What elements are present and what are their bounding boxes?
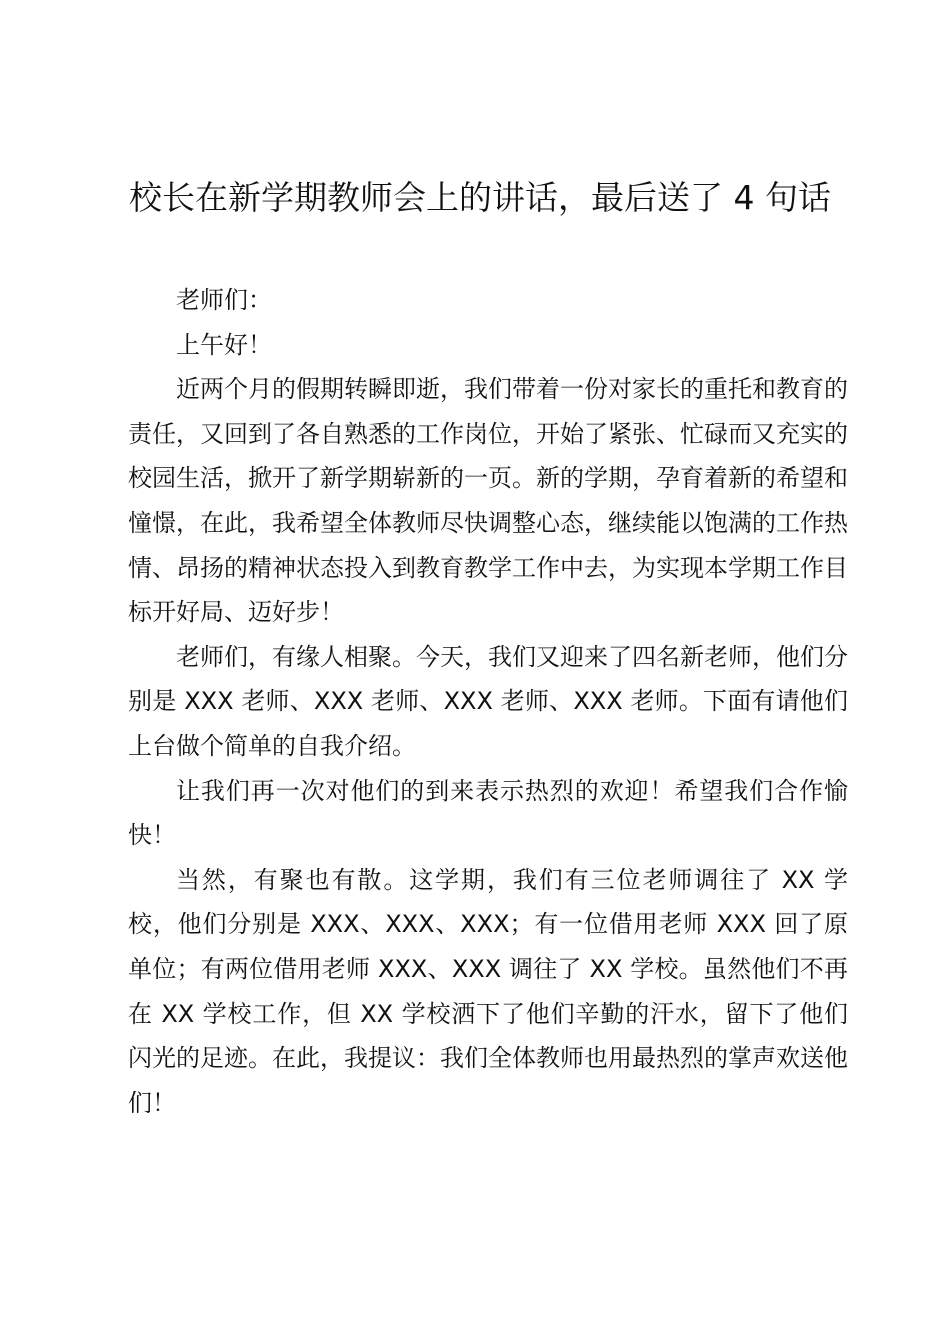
paragraph-welcome: 让我们再一次对他们的到来表示热烈的欢迎！希望我们合作愉快！ [128,776,848,850]
paragraph-new-teachers: 老师们，有缘人相聚。今天，我们又迎来了四名新老师，他们分别是 XXX 老师、XXX 老师、XXX 老师、XXX 老师。下面有请他们上台做个简单的自我介绍。 [128,642,848,760]
greeting: 上午好！ [176,330,272,359]
salutation: 老师们： [176,286,272,314]
paragraph-new-semester: 近两个月的假期转瞬即逝，我们带着一份对家长的重托和教育的责任，又回到了各自熟悉的工作岗位，开始了紧张、忙碌而又充实的校园生活，掀开了新学期崭新的一页。新的学期，孕育着新的希望和憧憬，在此，我希望全体教师尽快调整心态，继续能以饱满的工作热情、昂扬的精神状态投入到教育教学工作中去，为实现本学期工作目标开好局、迈好步！ [128,375,848,627]
paragraph-farewell: 当然，有聚也有散。这学期，我们有三位老师调往了 XX 学校，他们分别是 XXX、XXX、XXX；有一位借用老师 XXX 回了原单位；有两位借用老师 XXX、XXX 调往了 XX 学校。虽然他们不再在 XX 学校工作，但 XX 学校洒下了他们辛勤的汗水，留下了他们闪光的足迹。在此，我提议：我们全体教师也用最热烈的掌声欢送他们！ [128,865,848,1117]
document-title: 校长在新学期教师会上的讲话，最后送了 4 句话 [129,178,831,217]
document-body [128,278,848,1125]
